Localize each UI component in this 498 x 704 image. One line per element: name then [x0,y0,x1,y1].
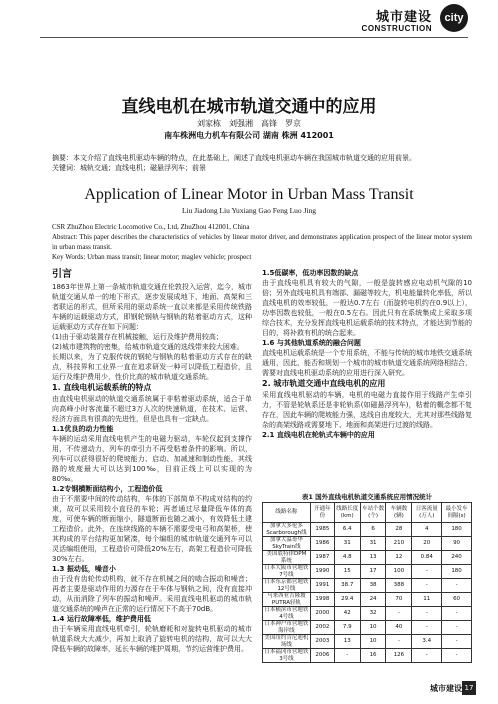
right-column [262,268,472,440]
table-cell: 17 [360,565,386,579]
table-cell: 70 [386,593,412,607]
table-row [263,579,472,593]
table-cell: 1991 [310,579,334,593]
table-cell: 31 [360,537,386,551]
paragraph: 1863年世界上第一条城市轨道交通在伦敦投入运营，迄今，城市轨道交通从单一的地下形式，逐步发展成地下、地面、高架和三者联运的形式，但所采用的驱动系统一直以来都是采用传统铁路车辆的运载驱动方式，即钢轮钢轨与钢轨的粘着驱动方式，这种运载驱动方式存在如下问题： [52,283,252,331]
subsection-heading: 1.1优良的动力性能 [52,425,114,433]
table-cell: 38 [360,579,386,593]
table-cell: 100 [386,565,412,579]
table-body [263,523,472,663]
table-cell: 7.9 [334,621,360,635]
table-cell: 4 [412,523,442,537]
table-cell: 日本神户市营地铁海岸线 [264,621,309,634]
table-cell: 2000 [310,607,334,621]
subsection-heading: 2.1 直线电机在轮轨式车辆中的应用 [262,431,375,439]
journal-name-en: CONSTRUCTION [361,24,432,33]
table-cell: - [412,649,442,663]
table-row [263,537,472,551]
table-cell: 10 [360,635,386,649]
section-heading: 2. 城市轨道交通中直线电机的应用 [262,379,386,388]
table-cell: 15 [334,565,360,579]
table-cell: 13 [334,635,360,649]
table-cell: 美国底特律DPM系统 [263,551,311,565]
table-cell: - [412,621,442,635]
paragraph: 由于不需要中间的传动结构，车体的下部简单不构成对结构的约束，故可以采用较小直径的车轮；再者通过尽量降低车体的高度，可使车辆的断面缩小，隧道断面也随之减小，有效降低土建工程造价。此外，在连续线路的车辆不需要受电弓和高架桥，使其构成的平台结构更加紧凑，每个编组的城市轨道交通列车可以灵活编组使用，工程造价可降低20%左右，高架工程造价可降低30%左右。 [52,495,252,563]
table-row [263,551,472,565]
table-cell: - [442,621,472,635]
table-cell: 29.4 [334,593,360,607]
table-cell: 388 [386,579,412,593]
table-cell: 60 [442,593,472,607]
affiliation-en: CSR ZhuZhou Electric Locomotive Co., Ltd, ZhuZhou 412001, China [52,223,250,231]
journal-logo: city [440,4,468,32]
column-header: 日客流量(万人) [412,503,442,523]
table-cell: - [442,649,472,663]
column-header: 车站个数(个) [360,503,386,523]
authors-en: Liu Jiadong Liu Yuxiang Gao Feng Luo Jing [181,206,317,215]
table-cell: 0.84 [412,551,442,565]
table-cell: 11 [412,593,442,607]
table-cell: 42 [334,607,360,621]
header-rule [40,37,468,38]
table-cell: 13 [360,551,386,565]
paragraph: 直线电机运载系统是一个专用系统，不能与传统的城市地铁交通系统通用，因此，能否和规划一个城市的城市轨道交通系统网络相结合，需要对直线电机驱动系统的应用进行深入研究。 [262,349,472,377]
table-cell: 3.4 [412,635,442,649]
table-cell: 马来西亚吉隆坡PUTRA轻轨 [263,593,311,607]
paragraph: 由直线电机驱动的轨道交通系统属于非粘着驱动系统，适合于单向高峰小时客流量不超过3万人次的快速轨道，在技术、运营、经济方面具有很高的先进性，但是也具有一定缺点。 [52,395,252,423]
table-cell: 1985 [310,523,334,537]
section-heading: 1. 直线电机运载系统的特点 [52,383,152,392]
table-cell: - [412,607,442,621]
table-cell: - [386,635,412,649]
table-cell: 28 [386,523,412,537]
section-heading: 引言 [52,269,72,280]
table-row [263,635,472,649]
journal-name: 城市建设 [375,10,432,25]
abstract-en: Abstract: This paper describes the characteristics of vehicles by linear motor driver, and demonstrates application prospect of the linear motor system in urban mass transit. [52,233,472,251]
table-cell: - [334,649,360,663]
table-row [263,649,472,663]
table-cell: 2003 [310,635,334,649]
table-cell: 6.4 [334,523,360,537]
abstract-cn: 摘要：本文介绍了直线电机驱动车辆的特点，在此基础上，阐述了直线电机驱动车辆在我国城市轨道交通的应用前景。 [52,154,416,162]
table-cell: 加拿大多伦多Scarborough线 [263,523,311,537]
table-row [263,523,472,537]
table-cell: 1990 [310,565,334,579]
table-row [263,593,472,607]
table-cell: 38.7 [334,579,360,593]
table-cell: 日本东京都营地铁12号线 [264,579,309,592]
list-item: (2)城市建筑物的密集，给城市轨道交通的选线带来较大困难。 [52,343,244,351]
paper-title: 直线电机在城市轨道交通中的应用 [121,97,377,117]
affiliation: 南车株洲电力机车有限公司 湖南 株洲 412001 [164,131,334,140]
table-cell: 126 [386,649,412,663]
column-header: 线路名称 [263,503,311,523]
paragraph: 由于车辆采用直线电机牵引，轮轨磨耗和对旋转电机驱动的城市轨道系统大大减少，再加上取消了旋转电机的结构，故可以大大降低车辆的故障率，延长车辆的维护周期，节约运营维护费用。 [52,625,252,653]
column-header: 车辆数(辆) [386,503,412,523]
table-caption: 表1 国外直线电机轨道交通系统应用情况统计 [301,493,433,501]
column-header: 线路长度(km) [334,503,360,523]
table-cell: - [442,607,472,621]
table-cell: 1998 [310,593,334,607]
paragraph: 采用直线电机驱动的车辆，电机的电磁力直接作用于线路产生牵引力，不管是轮轨系还是非轮轨系(如磁悬浮列车)，粘着的概念都不复存在，因此车辆的爬坡能力强，选线自由度较大，尤其对那些线路复杂的高架线路或需要地下、地面和高架进行过渡的线路。 [262,391,472,429]
paragraph: 长期以来，为了克服传统的钢轮与钢轨的粘着驱动方式存在的缺点，科技界和工业界一直在追求研发一种可以降低工程造价，且运行及维护费用少，性价比高的城市轨道交通系统。 [52,353,252,381]
table-row [263,607,472,621]
list-item: (1)由于驱动装置存在机械接触，运行及维护费用较高； [52,333,223,341]
subsection-heading: 1.5低碳率，低功率因数的缺点 [262,269,359,277]
table-cell: 4.8 [334,551,360,565]
table-cell: 加拿大温哥华SkyTrain线 [263,537,311,551]
subsection-heading: 1.2专钢横断面结构小，工程造价低 [52,485,163,493]
table-header-row [263,503,472,523]
table-cell: 31 [334,537,360,551]
table-cell: 20 [412,537,442,551]
keywords-en: Key Words: Urban mass transit; linear motor; maglev vehicle; prospect [52,253,252,261]
paragraph: 由于直线电机具有较大的气隙，一般是旋转感应电动机气隙的10倍；另外直线电机具有端部、漏磁等较大，机电能量转化率低，所以直线电机的效率较低，一般达0.7左右（而旋转电机约在0.9以上），功率因数也较低，一般在0.5左右。因此只有在系统集成上采取多项综合技术，充分发挥直线电机运载系统的技术特点，才能达到节能的目的，将补救有机的统合起来。 [262,279,472,337]
table-cell: - [442,635,472,649]
footer-label: 城市建设 [430,684,462,693]
paragraph: 由于没有齿轮传动机构，就不存在机械之间的啮合振动和噪音；再者主要是驱动作用的力源存在于车体与钢轨之间，没有直接冲动，从而消除了列车的振动和噪声。采用直线电机驱动的城市轨道交通系统的噪声在正常的运行情况下不高于70dB。 [52,575,252,613]
table-cell: - [386,607,412,621]
table-cell: 12 [386,551,412,565]
table-cell: 90 [442,537,472,551]
subsection-heading: 1.4 运行故障率低，维护费用低 [52,615,151,623]
data-table [262,502,472,663]
authors: 刘家栋 刘强湘 高锋 罗京 [197,119,301,128]
table-cell: 日本福冈市营地铁3号线 [264,649,309,662]
table-cell: 1987 [310,551,334,565]
table-cell: 32 [360,607,386,621]
table-cell: 日本大阪市营地铁7号线 [264,565,309,578]
column-header: 开通年份 [310,503,334,523]
table-cell: 40 [386,621,412,635]
table-cell: 16 [360,649,386,663]
table-cell: 210 [386,537,412,551]
table-cell: 2002 [310,621,334,635]
table-cell: 6 [360,523,386,537]
table-cell: 240 [442,551,472,565]
subsection-heading: 1.6 与其他轨道系统的融合问题 [262,339,361,347]
paragraph: 车辆的运动采用直线电机产生的电磁力驱动，车轮仅起到支撑作用，不传递动力，列车的牵引力不再受粘着条件的影响。所以，列车可以获得很好的爬坡能力、启动、加减速和制动性能，其线路的坡度最大可以达到100‰，目前正线上可以实现的为80‰。 [52,435,252,483]
table-cell: 日本横滨市营地铁4号线 [264,607,309,620]
table-cell: 1986 [310,537,334,551]
page-number: 17 [462,681,476,695]
table-cell: - [412,565,442,579]
keywords-cn: 关键词：城轨交通；直线电机；磁悬浮列车；前景 [52,164,206,172]
table-cell: 10 [360,621,386,635]
table-cell: - [412,579,442,593]
table-cell: - [442,579,472,593]
left-column [52,268,252,654]
subsection-heading: 1.3 振动低，噪音小 [52,565,116,573]
table-row [263,565,472,579]
paper-title-en: Application of Linear Motor in Urban Mass Transit [84,186,414,203]
table-cell: 24 [360,593,386,607]
table-cell: 180 [442,523,472,537]
table-cell: 美国纽约肯尼迪机场线 [264,635,309,648]
table-cell: 180 [442,565,472,579]
table-row [263,621,472,635]
table-cell: 2006 [310,649,334,663]
column-header: 最小发车间隔(s) [442,503,472,523]
